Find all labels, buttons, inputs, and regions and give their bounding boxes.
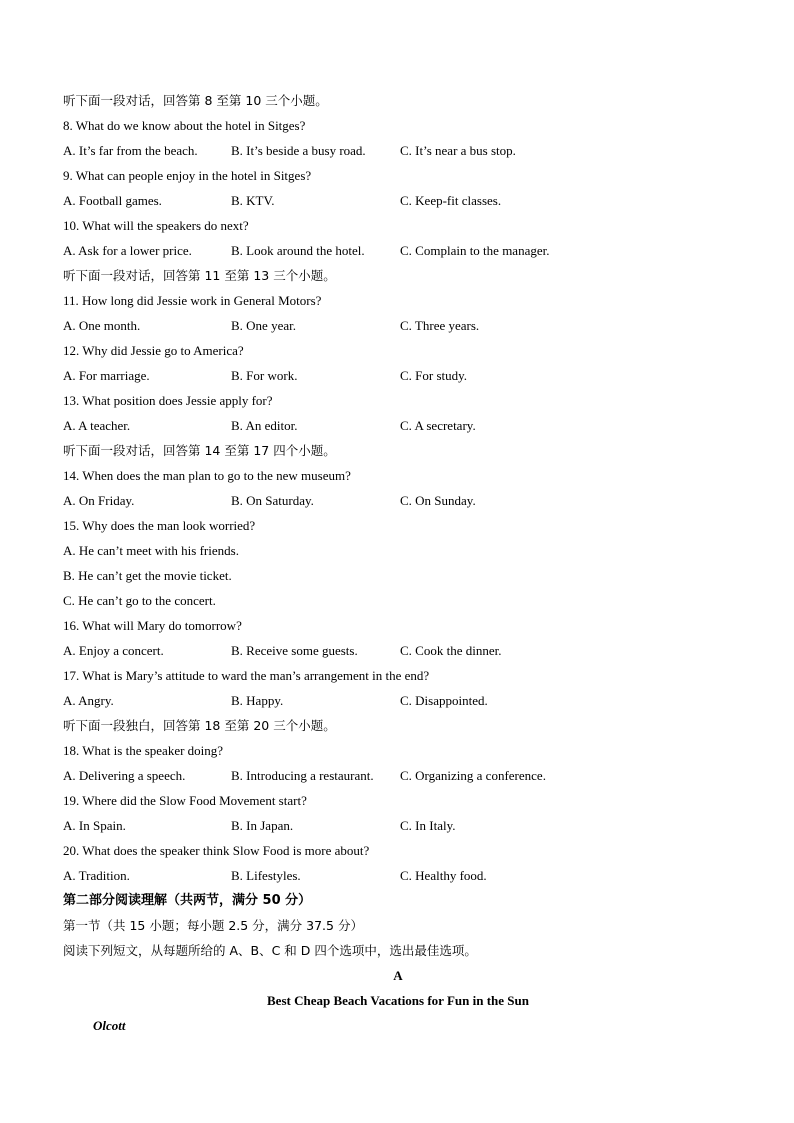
- option-a: A. One month.: [63, 318, 141, 333]
- option-c: C. Disappointed.: [400, 693, 488, 708]
- options-8: [63, 138, 733, 163]
- question-11: 11. How long did Jessie work in General Motors?: [63, 293, 322, 308]
- options-16: [63, 638, 733, 663]
- option-b: B. An editor.: [231, 418, 298, 433]
- options-17: [63, 688, 733, 713]
- question-13: 13. What position does Jessie apply for?: [63, 393, 273, 408]
- instruction-2: 听下面一段对话，回答第 11 至第 13 三个小题。: [63, 268, 336, 283]
- option-a: A. Enjoy a concert.: [63, 643, 164, 658]
- options-12: [63, 363, 733, 388]
- options-11: [63, 313, 733, 338]
- options-19: [63, 813, 733, 838]
- option-b: B. Lifestyles.: [231, 868, 301, 883]
- question-8: 8. What do we know about the hotel in Sitges?: [63, 118, 306, 133]
- option-c: C. For study.: [400, 368, 468, 383]
- question-15: 15. Why does the man look worried?: [63, 518, 256, 533]
- options-20: [63, 863, 733, 888]
- option-a: A. In Spain.: [63, 818, 126, 833]
- question-9: 9. What can people enjoy in the hotel in Sitges?: [63, 168, 312, 183]
- options-9: [63, 188, 733, 213]
- option-b: B. Receive some guests.: [231, 643, 358, 658]
- option-a: A. Tradition.: [63, 868, 130, 883]
- question-18: 18. What is the speaker doing?: [63, 743, 224, 758]
- options-14: [63, 488, 733, 513]
- option-b: B. For work.: [231, 368, 298, 383]
- option-b: B. It’s beside a busy road.: [231, 143, 366, 158]
- option-b: B. KTV.: [231, 193, 275, 208]
- option-a: A. On Friday.: [63, 493, 135, 508]
- option-c: C. Healthy food.: [400, 868, 487, 883]
- option-a: A. Football games.: [63, 193, 162, 208]
- question-12: 12. Why did Jessie go to America?: [63, 343, 244, 358]
- exam-page: [63, 88, 733, 1038]
- option-b: B. One year.: [231, 318, 296, 333]
- option-b: B. Happy.: [231, 693, 284, 708]
- part-title: 第二部分阅读理解（共两节，满分 50 分）: [63, 893, 312, 908]
- passage-title: Best Cheap Beach Vacations for Fun in the Sun: [267, 993, 529, 1008]
- option-a: A. It’s far from the beach.: [63, 143, 198, 158]
- option-a: A. He can’t meet with his friends.: [63, 543, 239, 558]
- question-20: 20. What does the speaker think Slow Food is more about?: [63, 843, 370, 858]
- option-a: A. Delivering a speech.: [63, 768, 186, 783]
- subsection-title: 第一节（共 15 小题；每小题 2.5 分，满分 37.5 分）: [63, 918, 363, 933]
- passage-letter: A: [393, 968, 403, 983]
- place-heading: Olcott: [93, 1018, 126, 1033]
- question-19: 19. Where did the Slow Food Movement start?: [63, 793, 307, 808]
- option-c: C. In Italy.: [400, 818, 456, 833]
- reading-directions: 阅读下列短文，从每题所给的 A、B、C 和 D 四个选项中，选出最佳选项。: [63, 943, 477, 958]
- instruction-3: 听下面一段对话，回答第 14 至第 17 四个小题。: [63, 443, 336, 458]
- option-c: C. Three years.: [400, 318, 480, 333]
- question-14: 14. When does the man plan to go to the new museum?: [63, 468, 351, 483]
- options-18: [63, 763, 733, 788]
- option-c: C. He can’t go to the concert.: [63, 593, 216, 608]
- option-c: C. Cook the dinner.: [400, 643, 502, 658]
- options-13: [63, 413, 733, 438]
- option-c: C. A secretary.: [400, 418, 476, 433]
- question-17: 17. What is Mary’s attitude to ward the man’s arrangement in the end?: [63, 668, 430, 683]
- option-b: B. In Japan.: [231, 818, 294, 833]
- question-16: 16. What will Mary do tomorrow?: [63, 618, 242, 633]
- instruction-1: 听下面一段对话，回答第 8 至第 10 三个小题。: [63, 93, 328, 108]
- option-b: B. On Saturday.: [231, 493, 314, 508]
- option-b: B. He can’t get the movie ticket.: [63, 568, 232, 583]
- option-a: A. For marriage.: [63, 368, 150, 383]
- option-c: C. Complain to the manager.: [400, 243, 550, 258]
- option-c: C. It’s near a bus stop.: [400, 143, 516, 158]
- option-b: B. Look around the hotel.: [231, 243, 365, 258]
- question-10: 10. What will the speakers do next?: [63, 218, 249, 233]
- option-c: C. On Sunday.: [400, 493, 476, 508]
- option-a: A. Angry.: [63, 693, 114, 708]
- option-a: A. Ask for a lower price.: [63, 243, 192, 258]
- instruction-4: 听下面一段独白，回答第 18 至第 20 三个小题。: [63, 718, 336, 733]
- options-10: [63, 238, 733, 263]
- option-c: C. Keep-fit classes.: [400, 193, 502, 208]
- option-c: C. Organizing a conference.: [400, 768, 546, 783]
- option-a: A. A teacher.: [63, 418, 131, 433]
- option-b: B. Introducing a restaurant.: [231, 768, 374, 783]
